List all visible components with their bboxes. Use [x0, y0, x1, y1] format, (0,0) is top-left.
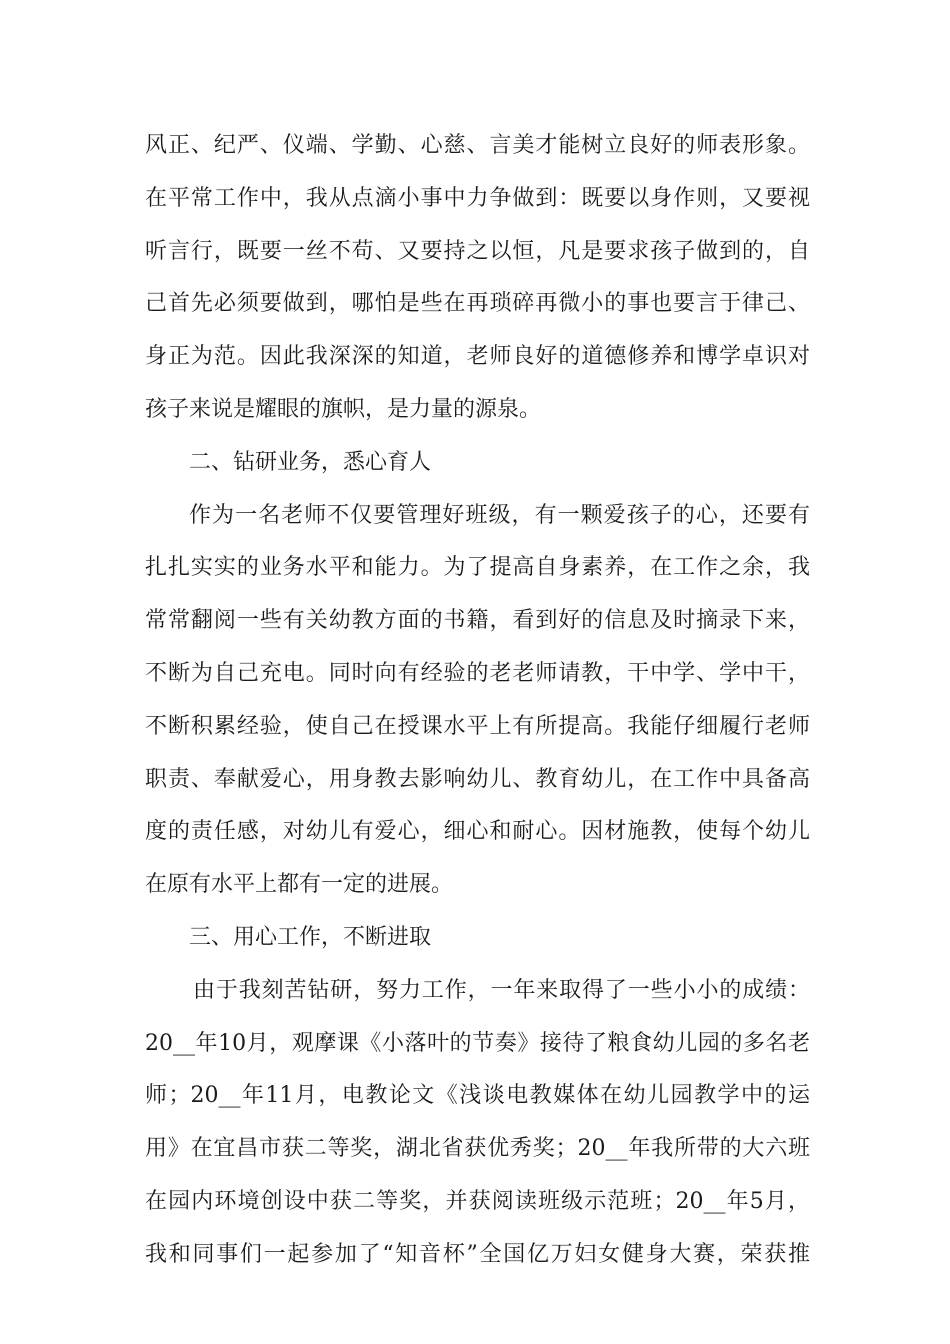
text-line: 作为一名老师不仅要管理好班级，有一颗爱孩子的心，还要有 [189, 502, 810, 528]
text-line: 听言行，既要一丝不苟、又要持之以恒，凡是要求孩子做到的，自 [145, 238, 810, 264]
text-line: 在平常工作中，我从点滴小事中力争做到：既要以身作则，又要视 [145, 185, 810, 211]
section-heading: 三、用心工作，不断进取 [189, 924, 432, 950]
text-line: 不断积累经验，使自己在授课水平上有所提高。我能仔细履行老师 [145, 713, 810, 739]
text-line: 扎扎实实的业务水平和能力。为了提高自身素养，在工作之余，我 [145, 555, 810, 581]
text-line: 常常翻阅一些有关幼教方面的书籍，看到好的信息及时摘录下来， [145, 608, 810, 634]
text-line: 在原有水平上都有一定的进展。 [145, 872, 454, 898]
text-line: 风正、纪严、仪端、学勤、心慈、言美才能树立良好的师表形象。 [145, 133, 810, 158]
text-line: 由于我刻苦钻研，努力工作，一年来取得了一些小小的成绩： [193, 977, 810, 1003]
text-line: 身正为范。因此我深深的知道，老师良好的道德修养和博学卓识对 [145, 344, 810, 370]
text-line: 在园内环境创设中获二等奖，并获阅读班级示范班；20__年5月， [145, 1188, 810, 1214]
section-heading: 二、钻研业务，悉心育人 [189, 449, 432, 475]
text-line: 用》在宜昌市获二等奖，湖北省获优秀奖；20__年我所带的大六班 [145, 1136, 810, 1162]
body-text [145, 131, 810, 1293]
text-line: 孩子来说是耀眼的旗帜，是力量的源泉。 [145, 396, 542, 422]
text-line: 度的责任感，对幼儿有爱心，细心和耐心。因材施教，使每个幼儿 [145, 819, 810, 845]
text-line: 我和同事们一起参加了“知音杯”全国亿万妇女健身大赛，荣获推 [145, 1241, 810, 1267]
text-line: 师；20__年11月，电教论文《浅谈电教媒体在幼儿园教学中的运 [145, 1083, 810, 1109]
text-line: 己首先必须要做到，哪怕是些在再琐碎再微小的事也要言于律己、 [145, 291, 810, 317]
text-line: 20__年10月，观摩课《小落叶的节奏》接待了粮食幼儿园的多名老 [145, 1030, 810, 1056]
text-line: 不断为自己充电。同时向有经验的老老师请教，干中学、学中干， [145, 660, 810, 686]
text-line: 职责、奉献爱心，用身教去影响幼儿、教育幼儿，在工作中具备高 [145, 766, 810, 792]
